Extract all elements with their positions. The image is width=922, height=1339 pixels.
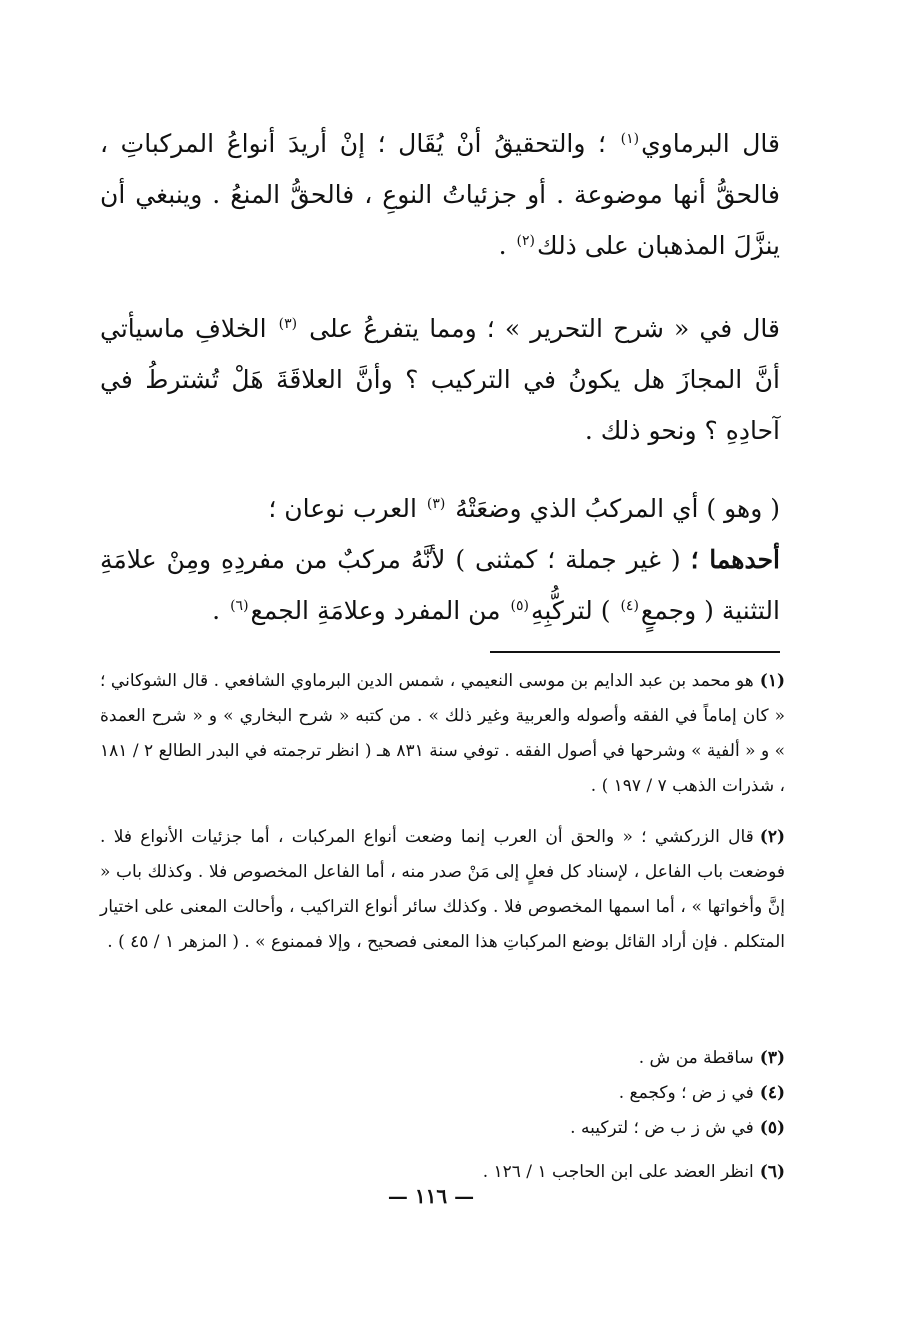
footnote-number: (٦) xyxy=(759,1162,785,1182)
footnote-number: (٣) xyxy=(759,1048,785,1068)
footnote-4 xyxy=(100,1076,785,1111)
text-run: قال البرماوي xyxy=(641,129,781,158)
footnote-reference[interactable]: (٢) xyxy=(516,232,535,249)
footnote-reference[interactable]: (٥) xyxy=(510,597,529,614)
text-run: . xyxy=(212,596,221,625)
footnote-reference[interactable]: (٤) xyxy=(620,597,639,614)
body-paragraph-3 xyxy=(100,483,780,636)
text-run: من المفرد وعلامَةِ الجمع xyxy=(250,596,501,625)
footnote-number: (١) xyxy=(759,671,785,691)
footnote-text: انظر العضد على ابن الحاجب ١ / ١٢٦ . xyxy=(482,1162,754,1182)
footnote-text: قال الزركشي ؛ « والحق أن العرب إنما وضعت أنواع المركبات ، أما جزئيات الأنواع فلا . فوضعت باب الفاعل ، لإسناد كل فعلٍ إلى مَنْ صدر منه ، أما الفاعل المخصوص فلا . وكذلك باب « إنَّ وأخواتها » ، أما اسمها المخصوص فلا . وكذلك سائر أنواع التراكيب ، وأحالت المعنى على اختيار المتكلم . فإن أراد القائل بوضع المركباتِ هذا المعنى فصحيح ، وإلا فممنوع » . ( المزهر ١ / ٤٥ ) . xyxy=(100,827,785,952)
bold-heading: أحدهما ؛ xyxy=(690,545,780,574)
footnote-5 xyxy=(100,1111,785,1146)
footnote-2 xyxy=(100,820,785,960)
footnote-text: في ز ض ؛ وكجمع . xyxy=(618,1083,754,1103)
text-run: . xyxy=(498,231,507,260)
text-run: قال في « شرح التحرير » ؛ ومما يتفرعُ على xyxy=(309,314,780,343)
footnote-reference[interactable]: (٣) xyxy=(278,315,298,332)
footnote-reference[interactable]: (١) xyxy=(620,130,640,147)
footnote-reference[interactable]: (٣) xyxy=(426,495,446,512)
text-run: ؛ والتحقيقُ أنْ يُقَال ؛ إنْ أريدَ أنواعُ المركباتِ ، فالحقُّ أنها موضوعة . أو جزئياتُ النوعِ ، فالحقُّ المنعُ . وينبغي أن ينزَّلَ المذهبان على ذلك xyxy=(100,129,780,260)
footnote-3 xyxy=(100,1041,785,1076)
body-paragraph-2 xyxy=(100,303,780,456)
text-run: الخلافِ ماسيأتي أنَّ المجازَ هل يكونُ في التركيب ؟ وأنَّ العلاقَةَ هَلْ تُشترطُ في آحادِهِ ؟ ونحو ذلك . xyxy=(100,314,780,445)
text-run: ( غير جملة ؛ كمثنى ) لأنَّهُ مركبٌ من مفردِهِ ومِنْ علامَةِ التثنية ( وجمعٍ xyxy=(100,545,780,625)
text-run: ( وهو ) أي المركبُ الذي وضعَتْهُ xyxy=(455,494,780,523)
footnote-reference[interactable]: (٦) xyxy=(230,597,249,614)
footnote-text: في ش ز ب ض ؛ لتركيبه . xyxy=(570,1118,754,1138)
footnote-text: ساقطة من ش . xyxy=(638,1048,754,1068)
page-number: — ١١٦ — xyxy=(387,1184,475,1208)
footnote-separator xyxy=(490,651,780,653)
footnote-number: (٥) xyxy=(759,1118,785,1138)
footnote-number: (٤) xyxy=(759,1083,785,1103)
text-run: العرب نوعان ؛ xyxy=(268,494,417,523)
footnote-number: (٢) xyxy=(759,827,785,847)
text-run: ) لتركُّبِهِ xyxy=(530,596,611,625)
body-paragraph-1 xyxy=(100,118,780,271)
footnote-text: هو محمد بن عبد الدايم بن موسى النعيمي ، شمس الدين البرماوي الشافعي . قال الشوكاني ؛ « كان إماماً في الفقه وأصوله والعربية وغير ذلك » . من كتبه « شرح البخاري » و « شرح العمدة » و « ألفية » وشرحها في أصول الفقه . توفي سنة ٨٣١ هـ ( انظر ترجمته في البدر الطالع ٢ / ١٨١ ، شذرات الذهب ٧ / ١٩٧ ) . xyxy=(100,671,785,796)
footnote-1 xyxy=(100,664,785,804)
